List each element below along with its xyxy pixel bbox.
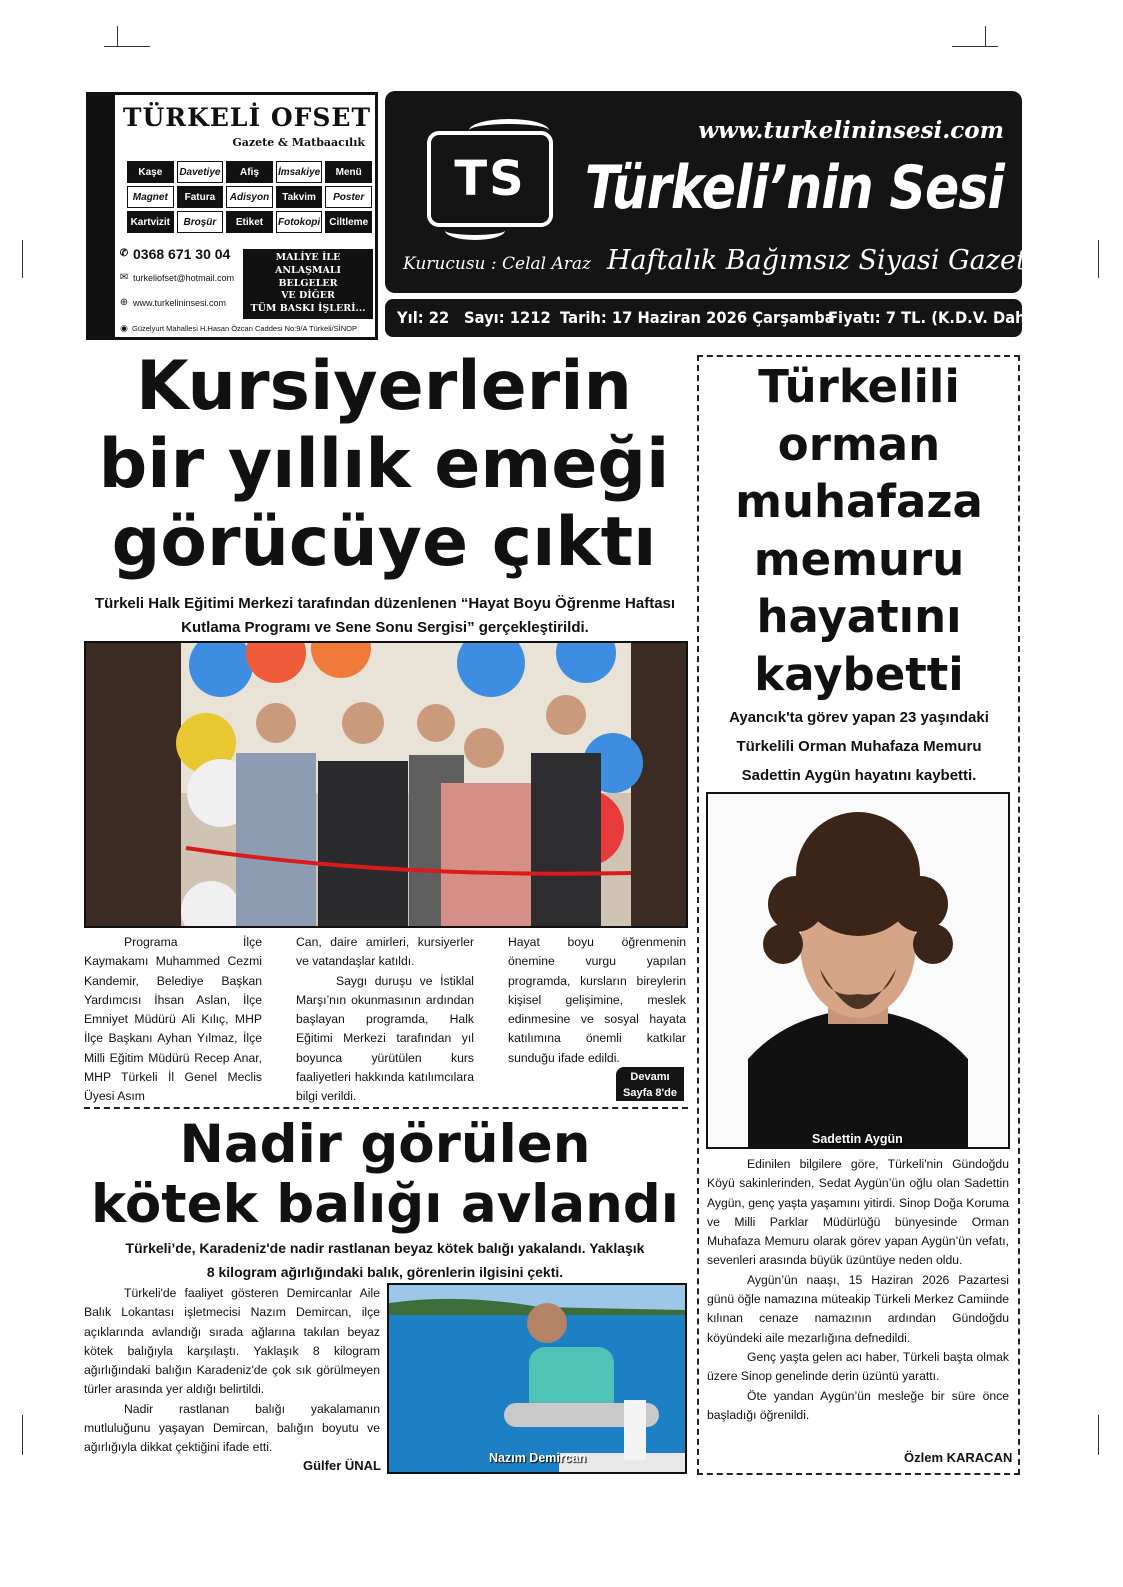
- story1-headline: [86, 348, 682, 582]
- story2-p1: Türkeli'de faaliyet gösteren Demircanlar Aile Balık Lokantası işletmecisi Nazım Demircan, ilçe açıklarında avlandığı sırada ağlarına takılan beyaz kötek balığıyla karşılaştı. Yaklaşık 8 kilogram ağırlığındaki balığın Karadeniz'de çok sık görülmeyen türler arasında yer aldığı belirtildi.: [84, 1286, 380, 1397]
- ad-title: TÜRKELİ OFSET: [122, 103, 372, 132]
- issue-year: Yıl: 22: [397, 308, 450, 327]
- story3-p1: Edinilen bilgilere göre, Türkeli'nin Gündoğdu Köyü sakinlerinden, Sedat Aygün’ün oğlu olan Sadettin Aygün, genç yaşta yaşamını yitirdi. Sinop Doğa Koruma ve Milli Parklar Müdürlüğü bünyesinde Orman Muhafaza Memuru olarak görev yapan Aygün’ün vefatı, sevenleri arasında büyük üzüntüye neden oldu.: [707, 1157, 1009, 1268]
- ad-service-item: Poster: [325, 186, 372, 208]
- ad-email: [119, 273, 234, 283]
- ad-phone: [119, 246, 230, 262]
- issue-price: Fiyatı: 7 TL. (K.D.V. Dahil): [828, 308, 1043, 327]
- lede-line: Türkelili Orman Muhafaza Memuru: [736, 738, 982, 755]
- lede-line: Kutlama Programı ve Sene Sonu Sergisi” gerçekleştirildi.: [181, 619, 589, 636]
- story1-col1-text: Programa İlçe Kaymakamı Muhammed Cezmi Kandemir, Belediye Başkan Yardımcısı İhsan Aslan, İlçe Emniyet Müdürü Ali Kılıç, MHP İlçe Başkanı Ayhan Yılmaz, İlçe Milli Eğitim Müdürü Recep Anar, MHP Türkeli İl Genel Meclis Üyesi Asım: [84, 935, 262, 1104]
- lede-line: Türkeli Halk Eğitimi Merkezi tarafından düzenlenen “Hayat Boyu Öğrenme Haftası: [94, 595, 676, 612]
- ad-website: [119, 298, 226, 308]
- ad-service-item: Magnet: [127, 186, 174, 208]
- crop-mark: [117, 26, 118, 46]
- ribbon-cutting-illustration: [86, 643, 686, 926]
- masthead: [385, 91, 1043, 293]
- story1-col3-text: Hayat boyu öğrenmenin önemine vurgu yapılan programda, kursların bireylerin kişisel gelişimine, meslek edinmesine ve sosyal hayata katılımına önemli katkılar sunduğu ifade edildi.: [508, 935, 686, 1065]
- continued-on-page-badge: [616, 1067, 684, 1101]
- slogan: Haftalık Bağımsız Siyasi Gazete: [607, 245, 1043, 276]
- story2-body: [84, 1284, 380, 1458]
- headline-line: hayatını: [756, 590, 962, 643]
- maliye-line: TÜM BASKI İŞLERİ...: [250, 303, 366, 315]
- lede-line: Ayancık'ta görev yapan 23 yaşındaki: [729, 709, 989, 726]
- crop-mark: [1098, 1415, 1099, 1455]
- ad-service-item: Menü: [325, 161, 372, 183]
- ad-subtitle: Gazete & Matbaacılık: [232, 136, 365, 149]
- maliye-line: ANLAŞMALI BELGELER: [275, 264, 341, 289]
- continued-line: Sayfa 8'de: [623, 1087, 677, 1099]
- portrait-photo: [706, 792, 1010, 1149]
- ad-service-item: Kaşe: [127, 161, 174, 183]
- headline-line: muhafaza: [735, 475, 983, 528]
- ad-stripe: [89, 95, 115, 337]
- headline-line: orman: [777, 417, 941, 471]
- crop-mark: [1098, 240, 1099, 278]
- ad-service-item: Takvim: [276, 186, 323, 208]
- story3-p4: Öte yandan Aygün’ün mesleğe bir süre önce başladığı öğrenildi.: [707, 1388, 1009, 1422]
- crop-mark: [22, 1415, 23, 1455]
- headline-line: Türkelili: [758, 360, 960, 413]
- issue-date: Tarih: 17 Haziran 2026 Çarşamba: [560, 308, 835, 327]
- headline-line: Nadir görülen: [179, 1114, 591, 1175]
- crop-mark: [985, 26, 986, 46]
- crop-mark: [22, 240, 23, 278]
- location-pin-icon: ◉: [120, 323, 128, 333]
- portrait-caption: Sadettin Aygün: [812, 1132, 903, 1146]
- ad-service-item: Ciltleme: [325, 211, 372, 233]
- ad-service-item: Adisyon: [226, 186, 273, 208]
- headline-line: bir yıllık emeği: [98, 425, 670, 504]
- globe-icon: ⊕: [119, 297, 129, 308]
- story3-byline: Özlem KARACAN: [904, 1450, 1013, 1465]
- ad-service-item: İmsakiye: [276, 161, 323, 183]
- ad-service-item: Etiket: [226, 211, 273, 233]
- continued-line: Devamı: [630, 1071, 670, 1083]
- headline-line: kötek balığı avlandı: [91, 1174, 679, 1235]
- ad-email-text: turkeliofset@hotmail.com: [133, 273, 235, 283]
- maliye-line: VE DİĞER: [281, 290, 335, 302]
- story3-body: [707, 1155, 1009, 1425]
- newspaper-name: Türkeli’nin Sesi: [584, 153, 1004, 223]
- maliye-line: MALİYE İLE: [275, 251, 341, 263]
- headline-line: Kursiyerlerin: [136, 347, 632, 426]
- ad-service-item: Fotokopi: [276, 211, 323, 233]
- headline-line: memuru: [753, 532, 965, 586]
- lede-line: 8 kilogram ağırlığındaki balık, görenlerin ilgisini çekti.: [206, 1264, 564, 1280]
- story1-column-2: [296, 933, 474, 1107]
- story2-headline: [80, 1115, 690, 1235]
- story3-p3: Genç yaşta gelen acı haber, Türkeli başta olmak üzere Sinop genelinde derin üzüntü yarattı.: [707, 1349, 1009, 1384]
- headline-line: kaybetti: [754, 647, 964, 701]
- ad-website-text: www.turkelininsesi.com: [133, 298, 227, 308]
- ad-service-item: Afiş: [226, 161, 273, 183]
- story1-lede: [80, 592, 690, 640]
- ts-logo: TS: [427, 131, 553, 227]
- story2-byline: Gülfer ÜNAL: [303, 1458, 381, 1473]
- logo-tail: [445, 221, 505, 240]
- phone-icon: ✆: [119, 248, 129, 259]
- printing-ad: [86, 92, 378, 340]
- ad-service-item: Fatura: [177, 186, 224, 208]
- fisherman-photo: [387, 1283, 687, 1474]
- headline-line: görücüye çıktı: [111, 503, 657, 582]
- ad-phone-text: 0368 671 30 04: [133, 246, 231, 262]
- fisherman-illustration: [389, 1285, 685, 1472]
- lede-line: Türkeli’de, Karadeniz'de nadir rastlanan beyaz kötek balığı yakalandı. Yaklaşık: [125, 1240, 645, 1256]
- ad-address-text: Güzelyurt Mahallesi H.Hasan Özcan Caddesi No:9/A Türkeli/SİNOP: [132, 323, 357, 333]
- story1-column-3: [508, 933, 686, 1068]
- fisherman-caption: Nazım Demircan: [489, 1451, 587, 1465]
- masthead-url: www.turkelininsesi.com: [698, 117, 1004, 144]
- ad-service-item: Kartvizit: [127, 211, 174, 233]
- crop-mark: [952, 46, 998, 47]
- story2-p2: Nadir rastlanan balığı yakalamanın mutluluğunu yaşayan Demircan, balığın boyutu ve ağırlığıyla dikkat çektiğini ifade etti.: [84, 1401, 380, 1455]
- story3-lede: [700, 703, 1018, 790]
- story1-col2b-text: Saygı duruşu ve İstiklal Marşı’nın okunmasının ardından başlayan programda, Halk Eğitimi Merkezi tarafından yıl boyunca yürütülen kurs faaliyetleri hakkında katılımcılara bilgi verildi.: [296, 973, 474, 1104]
- story1-column-1: [84, 933, 262, 1107]
- story2-lede: [80, 1236, 690, 1284]
- founder: Kurucusu : Celal Araz: [403, 254, 592, 274]
- lede-line: Sadettin Aygün hayatını kaybetti.: [741, 767, 977, 784]
- ad-service-item: Davetiye: [177, 161, 224, 183]
- ad-services-grid: [127, 161, 372, 233]
- ad-maliye-box: [243, 249, 373, 319]
- ad-address: [119, 323, 357, 333]
- ribbon-cutting-photo: [84, 641, 688, 928]
- portrait-illustration: [708, 794, 1008, 1147]
- issue-number: Sayı: 1212: [464, 308, 551, 327]
- issue-info-bar: [385, 299, 1043, 337]
- section-divider: [84, 1107, 688, 1109]
- ad-service-item: Broşür: [177, 211, 224, 233]
- story3-p2: Aygün’ün naaşı, 15 Haziran 2026 Pazartesi günü öğle namazına müteakip Türkeli Merkez Camiinde kılınan cenaze namazının ardından Gündoğdu köyündeki aile mezarlığına defnedildi.: [707, 1272, 1009, 1345]
- story1-col2a-text: Can, daire amirleri, kursiyerler ve vatandaşlar katıldı.: [296, 935, 474, 969]
- story3-headline: [700, 358, 1018, 703]
- crop-mark: [104, 46, 150, 47]
- mail-icon: ✉: [119, 272, 129, 283]
